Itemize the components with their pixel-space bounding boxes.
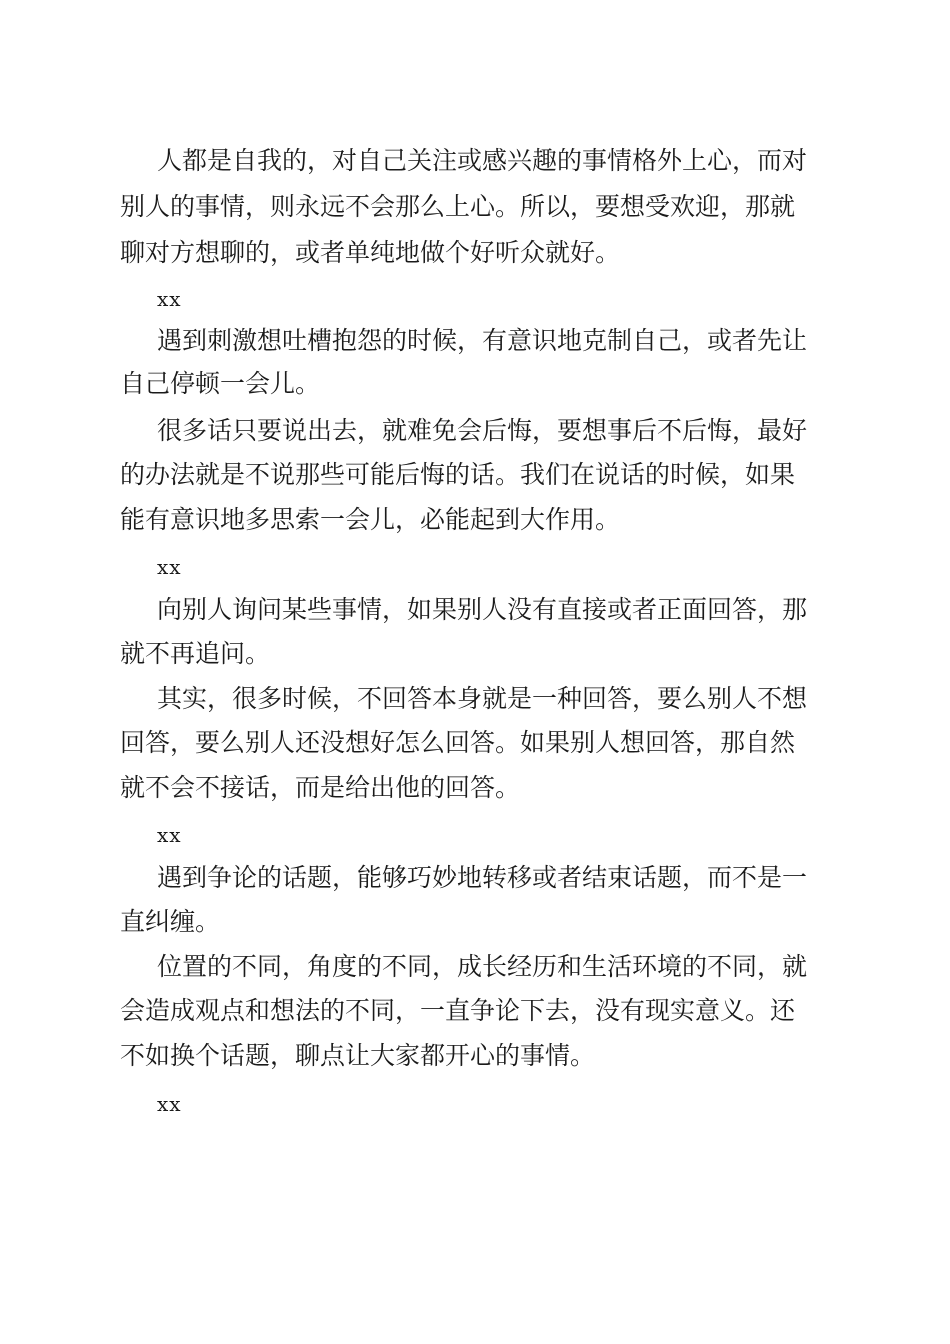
paragraph-4-line-1: 向别人询问某些事情，如果别人没有直接或者正面回答，那 [157, 595, 808, 624]
paragraph-3-line-2: 的办法就是不说那些可能后悔的话。我们在说话的时候，如果 [120, 460, 796, 489]
paragraph-6-line-2: 直纠缠。 [120, 907, 221, 936]
paragraph-5-line-1: 其实，很多时候，不回答本身就是一种回答，要么别人不想 [157, 684, 808, 713]
paragraph-5-line-2: 回答，要么别人还没想好怎么回答。如果别人想回答，那自然 [120, 728, 796, 757]
separator-4: xx [157, 1092, 182, 1116]
separator-3: xx [157, 823, 182, 847]
paragraph-4-line-2: 就不再追问。 [120, 639, 271, 668]
paragraph-7-line-3: 不如换个话题，聊点让大家都开心的事情。 [120, 1041, 596, 1070]
paragraph-5-line-3: 就不会不接话，而是给出他的回答。 [120, 773, 521, 802]
paragraph-6-line-1: 遇到争论的话题，能够巧妙地转移或者结束话题，而不是一 [157, 863, 808, 892]
paragraph-7-line-2: 会造成观点和想法的不同，一直争论下去，没有现实意义。还 [120, 996, 796, 1025]
paragraph-2-line-2: 自己停顿一会儿。 [120, 369, 321, 398]
paragraph-1-line-2: 别人的事情，则永远不会那么上心。所以，要想受欢迎，那就 [120, 192, 796, 221]
paragraph-3-line-3: 能有意识地多思索一会儿，必能起到大作用。 [120, 505, 621, 534]
separator-1: xx [157, 287, 182, 311]
paragraph-2-line-1: 遇到刺激想吐槽抱怨的时候，有意识地克制自己，或者先让 [157, 326, 808, 355]
paragraph-1-line-3: 聊对方想聊的，或者单纯地做个好听众就好。 [120, 238, 621, 267]
paragraph-3-line-1: 很多话只要说出去，就难免会后悔，要想事后不后悔，最好 [157, 416, 808, 445]
paragraph-1-line-1: 人都是自我的，对自己关注或感兴趣的事情格外上心，而对 [157, 146, 808, 175]
paragraph-7-line-1: 位置的不同，角度的不同，成长经历和生活环境的不同，就 [157, 952, 808, 981]
separator-2: xx [157, 555, 182, 579]
